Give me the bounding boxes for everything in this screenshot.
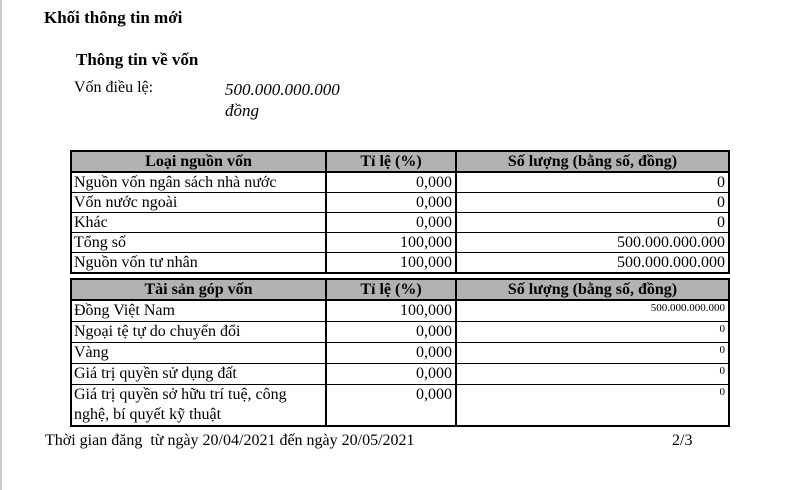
page-title: Khối thông tin mới	[44, 8, 183, 27]
page-left-edge-line	[0, 0, 2, 490]
label-cell: Nguồn vốn ngân sách nhà nước	[71, 172, 326, 193]
column-header: Số lượng (bằng số, đồng)	[456, 151, 729, 172]
table-row	[71, 300, 729, 322]
label-cell: Giá trị quyền sử dụng đất	[71, 364, 326, 385]
label-cell: Giá trị quyền sở hữu trí tuệ, công nghệ, bí quyết kỹ thuật	[71, 385, 326, 427]
asset-contribution-table	[70, 278, 730, 427]
amount-cell: 0	[456, 385, 729, 427]
header-row	[71, 151, 729, 172]
column-header: Loại nguồn vốn	[71, 151, 326, 172]
ratio-cell: 100,000	[326, 300, 456, 322]
ratio-cell: 100,000	[326, 253, 456, 274]
table-row	[71, 193, 729, 213]
table-row	[71, 172, 729, 193]
amount-cell: 500.000.000.000	[456, 233, 729, 253]
ratio-cell: 0,000	[326, 193, 456, 213]
amount-cell: 500.000.000.000	[456, 300, 729, 322]
table-row	[71, 385, 729, 427]
ratio-cell: 0,000	[326, 385, 456, 427]
amount-cell: 0	[456, 364, 729, 385]
posting-period-text: Thời gian đăng từ ngày 20/04/2021 đến ngày 20/05/2021	[45, 432, 415, 449]
column-header: Số lượng (bằng số, đồng)	[456, 279, 729, 300]
header-row	[71, 279, 729, 300]
charter-capital-label: Vốn điều lệ:	[74, 79, 154, 96]
amount-cell: 0	[456, 213, 729, 233]
column-header: Tỉ lệ (%)	[326, 279, 456, 300]
label-cell: Vốn nước ngoài	[71, 193, 326, 213]
ratio-cell: 0,000	[326, 213, 456, 233]
label-cell: Ngoại tệ tự do chuyển đổi	[71, 322, 326, 343]
ratio-cell: 0,000	[326, 322, 456, 343]
label-cell: Đồng Việt Nam	[71, 300, 326, 322]
amount-cell: 0	[456, 172, 729, 193]
charter-capital-value-block	[225, 79, 395, 121]
table-row	[71, 213, 729, 233]
label-cell: Tổng số	[71, 233, 326, 253]
table-row	[71, 253, 729, 274]
ratio-cell: 0,000	[326, 172, 456, 193]
label-cell: Khác	[71, 213, 326, 233]
amount-cell: 0	[456, 193, 729, 213]
ratio-cell: 0,000	[326, 343, 456, 364]
amount-cell: 0	[456, 322, 729, 343]
label-cell: Nguồn vốn tư nhân	[71, 253, 326, 274]
ratio-cell: 100,000	[326, 233, 456, 253]
table-row	[71, 343, 729, 364]
amount-cell: 0	[456, 343, 729, 364]
section-title: Thông tin về vốn	[76, 50, 199, 69]
table-row	[71, 233, 729, 253]
amount-cell: 500.000.000.000	[456, 253, 729, 274]
page-number: 2/3	[672, 432, 693, 449]
table-row	[71, 322, 729, 343]
column-header: Tài sản góp vốn	[71, 279, 326, 300]
capital-source-table	[70, 150, 730, 274]
ratio-cell: 0,000	[326, 364, 456, 385]
charter-capital-unit: đồng	[225, 101, 259, 120]
column-header: Tỉ lệ (%)	[326, 151, 456, 172]
capital-tables-section	[70, 150, 728, 427]
table-row	[71, 364, 729, 385]
label-cell: Vàng	[71, 343, 326, 364]
charter-capital-value: 500.000.000.000	[225, 80, 340, 99]
